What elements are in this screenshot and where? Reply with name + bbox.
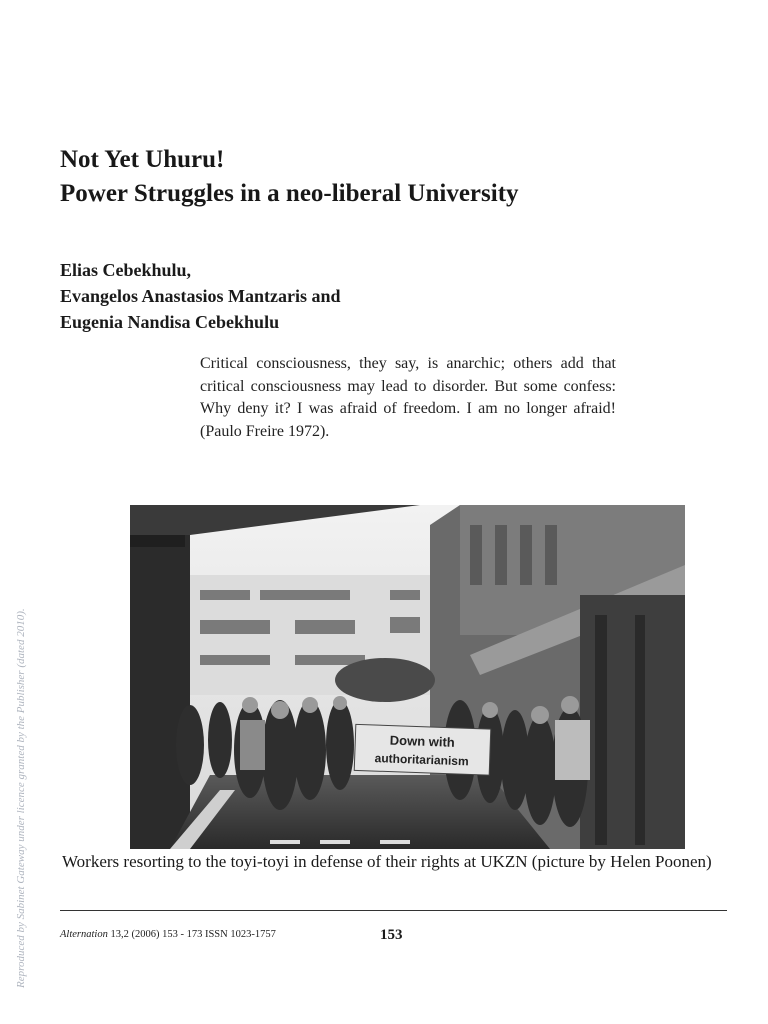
author-3: Eugenia Nandisa Cebekhulu (60, 312, 280, 332)
page-number: 153 (380, 927, 403, 943)
citation-footer (60, 929, 276, 940)
photo-caption: Workers resorting to the toyi-toyi in defense of their rights at UKZN (picture by Helen Poonen) (62, 852, 712, 871)
citation-details: 13,2 (2006) 153 - 173 ISSN 1023-1757 (110, 929, 276, 940)
footer-divider (60, 910, 727, 911)
banner-text-line-1: Down with (389, 732, 456, 750)
article-title (60, 143, 519, 211)
journal-name: Alternation (60, 929, 108, 940)
author-1: Elias Cebekhulu, (60, 260, 192, 280)
reproduction-watermark: Reproduced by Sabinet Gateway under licence granted by the Publisher (dated 2010). (15, 608, 27, 988)
author-2: Evangelos Anastasios Mantzaris and (60, 286, 341, 306)
title-line-2: Power Struggles in a neo-liberal University (60, 180, 519, 207)
author-list (60, 257, 341, 335)
title-line-1: Not Yet Uhuru! (60, 146, 225, 173)
epigraph-quote: Critical consciousness, they say, is anarchic; others add that critical consciousness may lead to disorder. But some confess: Why deny it? I was afraid of freedom. I am no longer afraid! (Paulo Freire 1972). (200, 355, 616, 440)
protest-photo (130, 505, 685, 849)
banner-text-line-2: authoritarianism (374, 751, 469, 769)
